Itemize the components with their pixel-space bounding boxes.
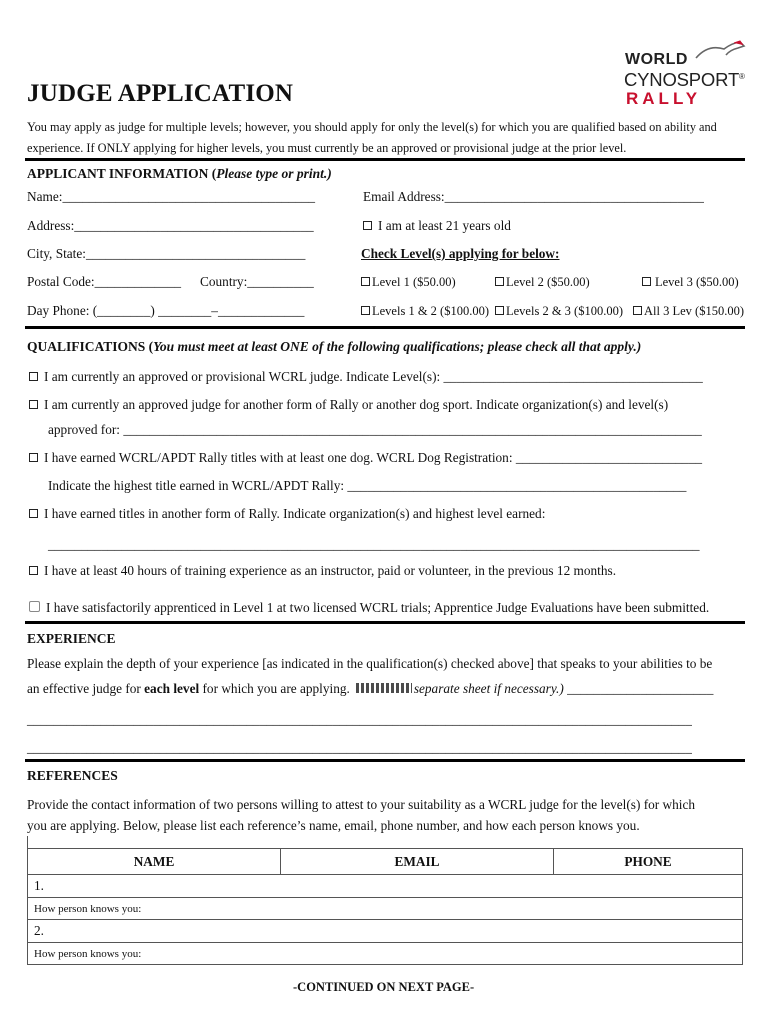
qualification-4-checkbox[interactable] [29, 509, 38, 518]
levels-all-option[interactable]: All 3 Lev ($150.00) [633, 304, 744, 319]
address-field[interactable]: Address:____________________________________ [27, 218, 314, 233]
table-row[interactable] [28, 943, 743, 965]
levels-2-3-option[interactable]: Levels 2 & 3 ($100.00) [495, 304, 623, 319]
divider [25, 621, 745, 624]
scribble-mark [356, 683, 412, 693]
divider [25, 158, 745, 161]
email-field[interactable]: Email Address:_______________________________________ [363, 189, 704, 204]
references-line-1: Provide the contact information of two persons willing to attest to your suitability as a WCRL judge for the level(s) for which [27, 797, 696, 812]
qualification-2-checkbox[interactable] [29, 400, 38, 409]
reference-2-knows[interactable]: How person knows you: [28, 943, 743, 965]
level-1-checkbox[interactable] [361, 277, 370, 286]
age-checkbox-row[interactable]: I am at least 21 years old [363, 218, 511, 234]
reference-1-knows[interactable]: How person knows you: [28, 898, 743, 920]
table-edge [27, 836, 28, 848]
page-title: JUDGE APPLICATION [27, 80, 294, 107]
col-name: NAME [28, 849, 281, 875]
qualifications-heading: QUALIFICATIONS (You must meet at least ONE of the following qualifications; please check all that apply.) [27, 339, 642, 354]
logo-cynosport: CYNOSPORT® [624, 69, 745, 90]
qualification-4-field[interactable]: __________________________________________________________________________________________________ [48, 537, 700, 552]
footer-note: -CONTINUED ON NEXT PAGE- [293, 980, 475, 994]
qualification-6[interactable]: I have satisfactorily apprenticed in Level 1 at two licensed WCRL trials; Apprentice Judge Evaluations have been submitted. [29, 600, 709, 616]
level-2-checkbox[interactable] [495, 277, 504, 286]
qualification-3-field[interactable]: Indicate the highest title earned in WCRL/APDT Rally: ___________________________________________________ [48, 478, 687, 493]
levels-heading: Check Level(s) applying for below: [361, 246, 560, 261]
dog-silhouette-icon [694, 40, 746, 60]
levels-2-3-checkbox[interactable] [495, 306, 504, 315]
level-3-checkbox[interactable] [642, 277, 651, 286]
qualification-3-checkbox[interactable] [29, 453, 38, 462]
city-state-field[interactable]: City, State:_________________________________ [27, 246, 306, 261]
experience-blank-line-2[interactable]: ____________________________________________________________________________________________________ [27, 740, 692, 755]
qualification-5[interactable]: I have at least 40 hours of training experience as an instructor, paid or volunteer, in the previous 12 months. [29, 563, 616, 579]
age-checkbox[interactable] [363, 221, 372, 230]
levels-all-checkbox[interactable] [633, 306, 642, 315]
qualification-2-field[interactable]: approved for: _______________________________________________________________________________________ [48, 422, 702, 437]
qualification-6-checkbox[interactable] [29, 601, 40, 612]
table-row[interactable] [28, 898, 743, 920]
logo-world: WORLD [625, 51, 688, 68]
name-field[interactable]: Name:______________________________________ [27, 189, 316, 204]
day-phone-field[interactable]: Day Phone: (________) ________–_____________ [27, 303, 305, 318]
experience-line-1: Please explain the depth of your experience [as indicated in the qualification(s) checked above] that speaks to your abilities to be [27, 656, 713, 671]
intro-line-1: You may apply as judge for multiple levels; however, you should apply for only the level(s) for which you are qualified based on ability and [27, 120, 717, 134]
levels-1-2-checkbox[interactable] [361, 306, 370, 315]
logo-rally: RALLY [626, 89, 702, 108]
levels-1-2-option[interactable]: Levels 1 & 2 ($100.00) [361, 304, 489, 319]
experience-blank-line-1[interactable]: ____________________________________________________________________________________________________ [27, 712, 692, 727]
reference-2[interactable]: 2. [28, 920, 743, 943]
col-email: EMAIL [281, 849, 554, 875]
qualification-2[interactable]: I am currently an approved judge for another form of Rally or another dog sport. Indicate organization(s) and level(s) [29, 397, 668, 413]
table-row[interactable] [28, 875, 743, 898]
qualification-1[interactable]: I am currently an approved or provisional WCRL judge. Indicate Level(s): _______________________________________ [29, 369, 703, 385]
table-header-row [28, 849, 743, 875]
qualification-5-checkbox[interactable] [29, 566, 38, 575]
divider [25, 326, 745, 329]
qualification-3[interactable]: I have earned WCRL/APDT Rally titles with at least one dog. WCRL Dog Registration: ____________________________ [29, 450, 702, 466]
references-heading: REFERENCES [27, 768, 118, 783]
postal-code-field[interactable]: Postal Code:_____________ [27, 274, 182, 289]
col-phone: PHONE [554, 849, 743, 875]
references-table [27, 848, 743, 965]
qualification-4[interactable]: I have earned titles in another form of Rally. Indicate organization(s) and highest level earned: [29, 506, 545, 522]
world-cynosport-rally-logo [622, 40, 746, 110]
level-1-option[interactable]: Level 1 ($50.00) [361, 275, 456, 290]
level-2-option[interactable]: Level 2 ($50.00) [495, 275, 590, 290]
level-3-option[interactable]: Level 3 ($50.00) [642, 275, 739, 290]
qualification-1-checkbox[interactable] [29, 372, 38, 381]
applicant-heading: APPLICANT INFORMATION (Please type or print.) [27, 166, 332, 181]
divider [25, 759, 745, 762]
table-row[interactable] [28, 920, 743, 943]
experience-heading: EXPERIENCE [27, 631, 116, 646]
reference-1[interactable]: 1. [28, 875, 743, 898]
experience-line-2[interactable]: an effective judge for each level for which you are applying. separate sheet if necessary.) ______________________ [27, 681, 714, 696]
country-field[interactable]: Country:__________ [200, 274, 314, 289]
intro-line-2: experience. If ONLY applying for higher levels, you must currently be an approved or provisional judge at the prior level. [27, 141, 627, 155]
references-line-2: you are applying. Below, please list each reference’s name, email, phone number, and how each person knows you. [27, 818, 640, 833]
